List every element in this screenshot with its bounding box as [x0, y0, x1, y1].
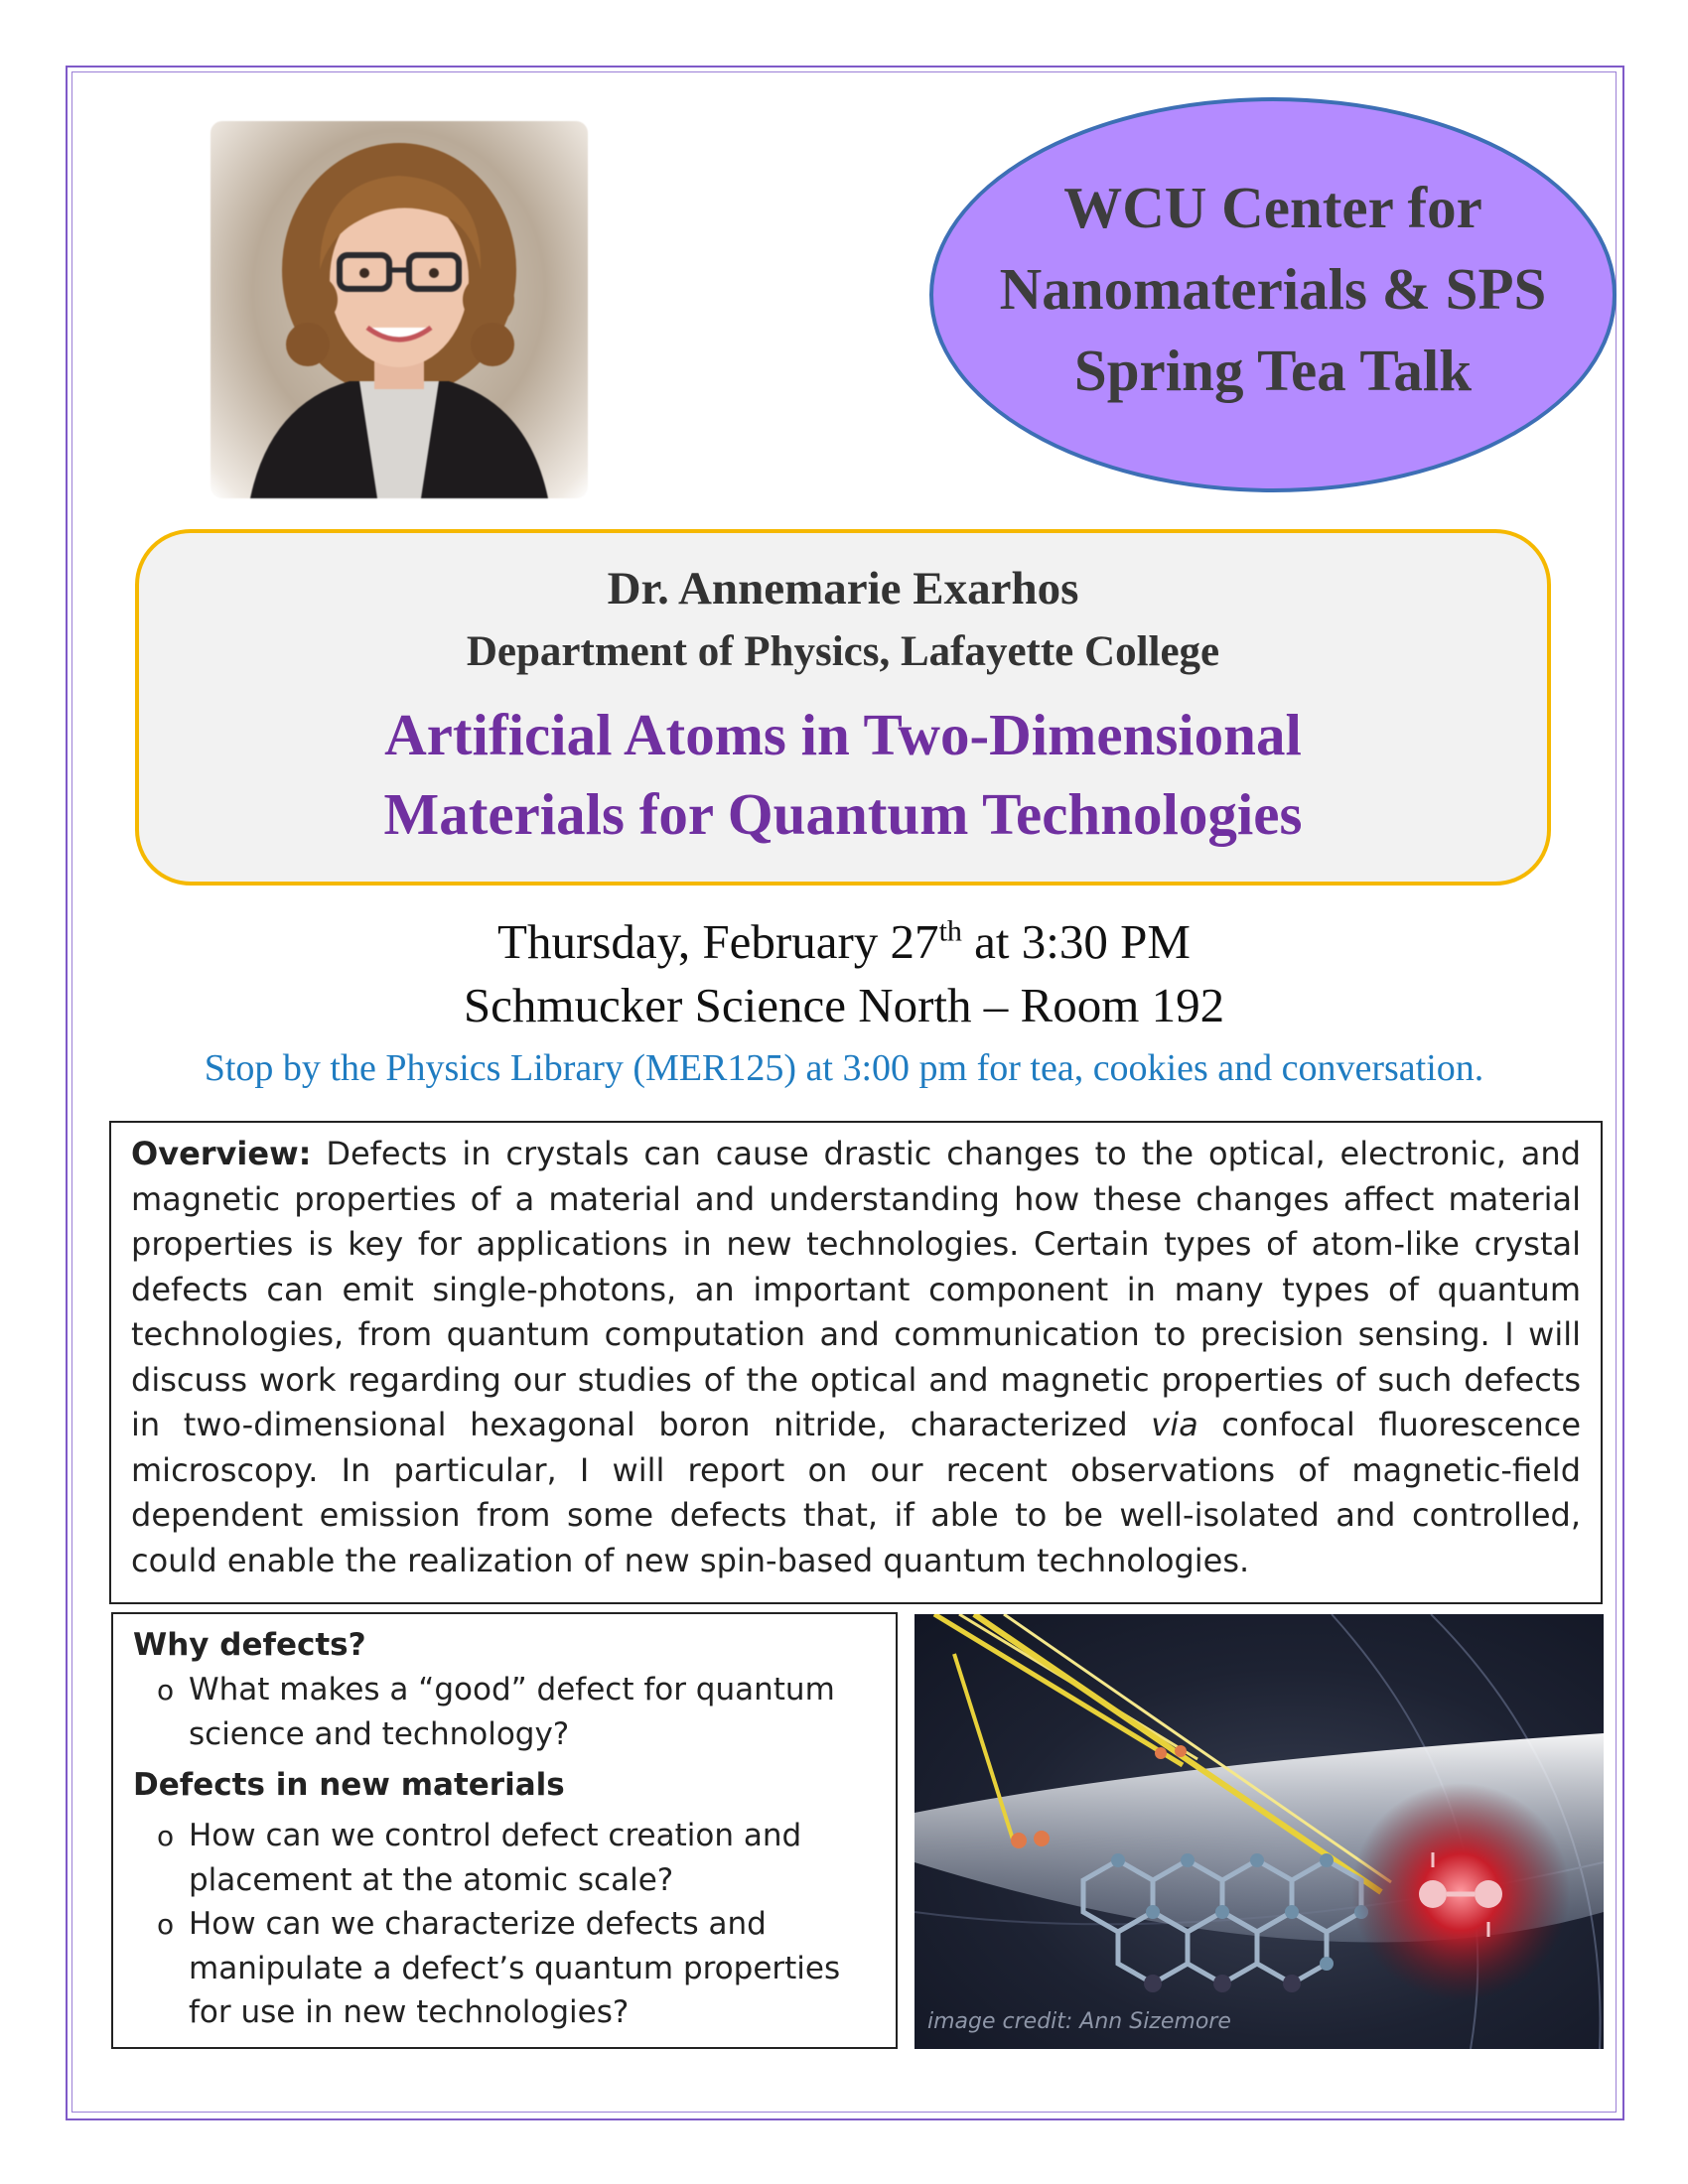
overview-body-1: Defects in crystals can cause drastic changes to the optical, electronic, and magnetic properties of a material and understanding how these changes affect material properties is key for applications in new technologies. Certain types of atom-like crystal defects can emit single-photons, an important component in many types of quantum technologies, from quantum computation and communication to precision sensing. I will discuss work regarding our studies of the optical and magnetic properties of such defects in two-dimensional hexagonal boron nitride, characterized [131, 1135, 1581, 1443]
questions-heading-materials: Defects in new materials [133, 1767, 565, 1803]
list-item [133, 1668, 888, 1756]
image-credit: image credit: Ann Sizemore [927, 2009, 1231, 2034]
header-line-2: Nanomaterials & SPS [999, 256, 1547, 322]
event-tea-note: Stop by the Physics Library (MER125) at 3:00 pm for tea, cookies and conversation. [204, 1047, 1484, 1089]
speaker-department: Department of Physics, Lafayette College [466, 628, 1220, 675]
header-line-1: WCU Center for [1063, 175, 1482, 240]
event-date-prefix: Thursday, February 27 [497, 914, 939, 969]
event-time: at 3:30 PM [961, 914, 1191, 969]
list-item-text: What makes a “good” defect for quantum science and technology? [189, 1672, 835, 1752]
bullet-circle-icon: o [157, 1674, 175, 1706]
list-item [133, 1902, 888, 2034]
event-date-suffix: th [938, 914, 962, 948]
list-item-text: How can we characterize defects and manipulate a defect’s quantum properties for use in new technologies? [189, 1906, 841, 2030]
questions-heading-why: Why defects? [133, 1627, 366, 1663]
speaker-name: Dr. Annemarie Exarhos [607, 563, 1079, 614]
list-item [133, 1814, 888, 1902]
overview-label: Overview: [131, 1135, 312, 1172]
overview-body-2: confocal fluorescence microscopy. In particular, I will report on our recent observations of magnetic-field dependent emission from some defects that, if able to be well-isolated and controlled, could enable the realization of new spin-based quantum technologies. [131, 1406, 1581, 1579]
questions-list [133, 1622, 888, 2034]
event-date [0, 913, 1688, 970]
defect-illustration [914, 1614, 1604, 2049]
event-location: Schmucker Science North – Room 192 [463, 978, 1225, 1032]
speaker-photo [211, 121, 588, 498]
overview-text [131, 1132, 1581, 1583]
talk-title-line-2: Materials for Quantum Technologies [383, 781, 1303, 847]
list-item-text: How can we control defect creation and placement at the atomic scale? [189, 1818, 802, 1898]
header-line-3: Spring Tea Talk [1073, 338, 1473, 403]
talk-title [135, 695, 1551, 854]
bullet-circle-icon: o [157, 1908, 175, 1941]
bullet-circle-icon: o [157, 1820, 175, 1852]
overview-via: via [1151, 1406, 1198, 1443]
talk-title-line-1: Artificial Atoms in Two-Dimensional [384, 702, 1302, 767]
header-title [929, 167, 1617, 411]
